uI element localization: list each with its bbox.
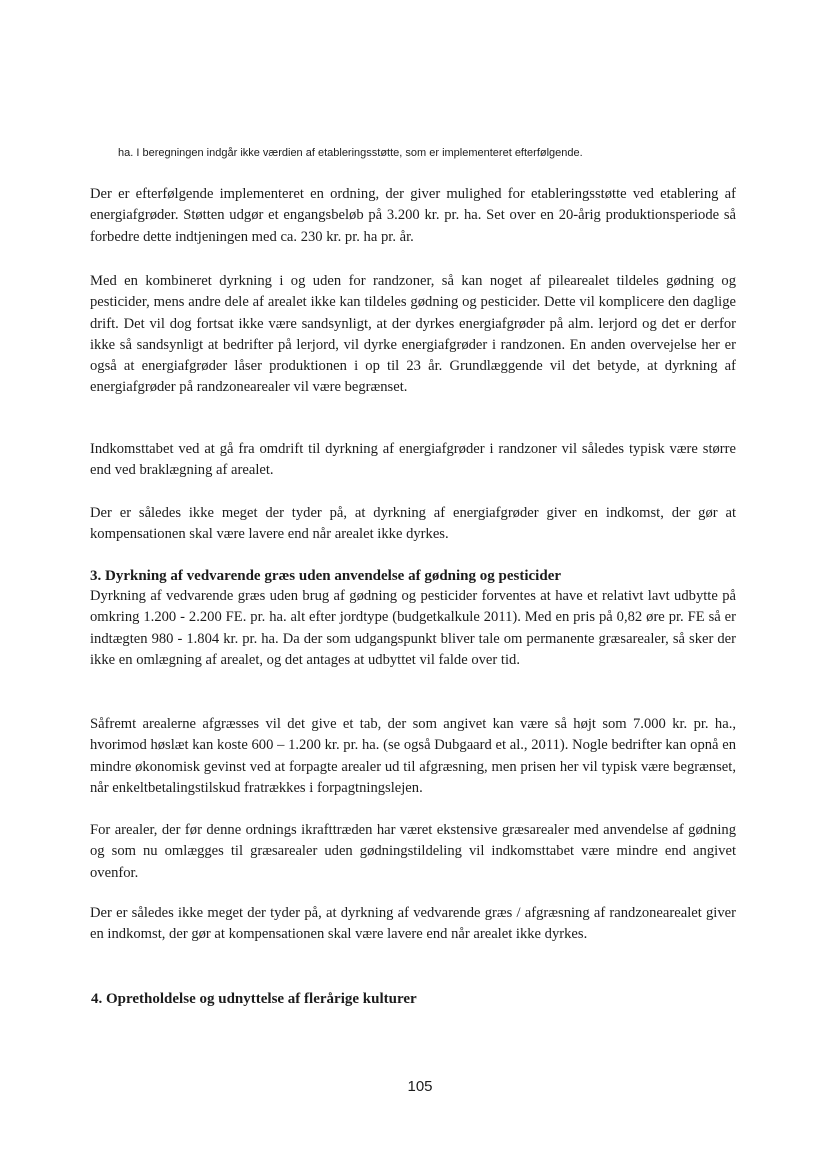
footnote-text: ha. I beregningen indgår ikke værdien af etableringsstøtte, som er implementeret efterfølgende. [118,147,583,159]
paragraph-combined-cultivation: Med en kombineret dyrkning i og uden for randzoner, så kan noget af pilearealet tildeles gødning og pesticider, mens andre dele af arealet ikke kan tildeles gødning og pesticider. Dette vil komplicere den daglige drift. Det vil dog fortsat ikke være sandsynligt, at der dyrkes energiafgrøder på alm. lerjord og det er derfor ikke så sandsynligt at bedrifter på lerjord, vil dyrke energiafgrøder i randzonen. En anden overvejelse her er også at energiafgrøder låser produktionen i op til 23 år. Grundlæggende vil det betyde, at dyrkning af energiafgrøder på randzonearealer vil være begrænset. [90,273,736,396]
paragraph-grazing-loss: Såfremt arealerne afgræsses vil det give et tab, der som angivet kan være så højt som 7.000 kr. pr. ha., hvorimod høslæt kan koste 600 – 1.200 kr. pr. ha. (se også Dubgaard et al., 2011). Nogle bedrifter kan opnå en mindre økonomisk gevinst ved at forpagte arealer ud til afgræsning, men prisen her vil typisk være begrænset, når enkeltbetalingstilskud fratrækkes i forpagtningslejen. [90,716,736,796]
paragraph-establishment-support: Der er efterfølgende implementeret en ordning, der giver mulighed for etableringsstøtte ved etablering af energiafgrøder. Støtten udgør et engangsbeløb på 3.200 kr. pr. ha. Set over en 20-årig produktionsperiode så forbedre dette indtjeningen med ca. 230 kr. pr. ha pr. år. [90,186,736,245]
paragraph-grass-conclusion: Der er således ikke meget der tyder på, at dyrkning af vedvarende græs / afgræsning af randzonearealet giver en indkomst, der gør at kompensationen skal være lavere end når arealet ikke dyrkes. [90,905,736,943]
paragraph-extensive-grass: For arealer, der før denne ordnings ikrafttræden har været ekstensive græsarealer med anvendelse af gødning og som nu omlægges til græsarealer uden gødningstildeling vil indkomsttabet være mindre end angivet ovenfor. [90,822,736,881]
section-3 [90,566,736,671]
page-number: 105 [407,1078,433,1095]
paragraph-energy-crops-conclusion: Der er således ikke meget der tyder på, at dyrkning af energiafgrøder giver en indkomst, der gør at kompensationen skal være lavere end når arealet ikke dyrkes. [90,505,736,543]
section-3-heading: 3. Dyrkning af vedvarende græs uden anvendelse af gødning og pesticider [90,568,562,584]
paragraph-grass-yield: Dyrkning af vedvarende græs uden brug af gødning og pesticider forventes at have et relativt lavt udbytte på omkring 1.200 - 2.200 FE. pr. ha. alt efter jordtype (budgetkalkule 2011). Med en pris på 0,82 øre pr. FE så er indtægten 980 - 1.804 kr. pr. ha. Da der som udgangspunkt bliver tale om permanente græsarealer, så sker der ikke en omlægning af arealet, og det antages at udbyttet vil falde over tid. [90,588,736,668]
section-4-heading: 4. Opretholdelse og udnyttelse af flerårige kulturer [91,991,417,1007]
paragraph-income-loss: Indkomsttabet ved at gå fra omdrift til dyrkning af energiafgrøder i randzoner vil således typisk være større end ved braklægning af arealet. [90,441,736,479]
